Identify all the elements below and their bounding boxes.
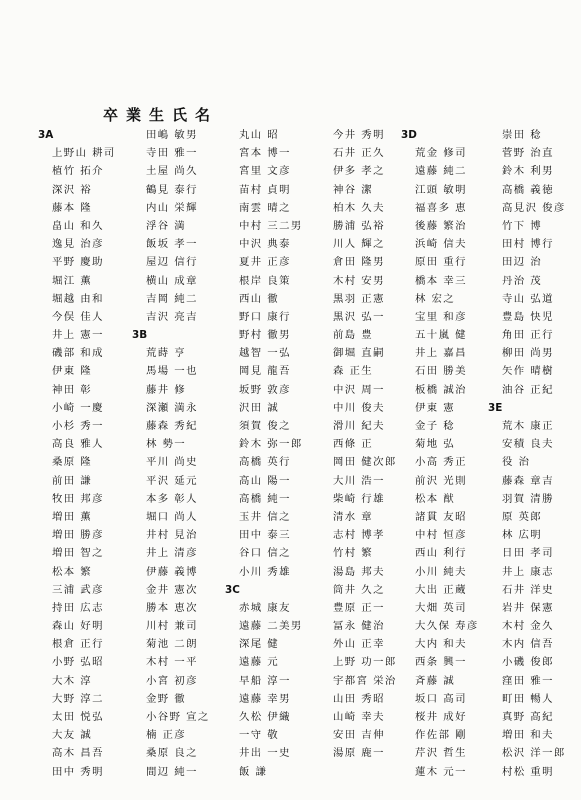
student-name: 間辺 純一 bbox=[146, 765, 198, 778]
student-name: 作佐部 剛 bbox=[415, 729, 467, 742]
student-name: 楠 正彦 bbox=[146, 729, 187, 742]
student-name: 大木 淳 bbox=[52, 674, 93, 687]
student-name: 木村 安男 bbox=[333, 274, 385, 287]
student-name: 井上 憲一 bbox=[52, 329, 104, 342]
section-label: 3B bbox=[132, 329, 148, 342]
student-name: 金井 憲次 bbox=[146, 583, 198, 596]
student-name: 油谷 正紀 bbox=[502, 383, 554, 396]
student-name: 沢田 誠 bbox=[239, 401, 280, 414]
student-name: 平沢 延元 bbox=[146, 474, 198, 487]
student-name: 寺山 弘道 bbox=[502, 292, 554, 305]
student-name: 増田 和夫 bbox=[502, 729, 554, 742]
student-name: 役 治 bbox=[502, 456, 531, 469]
section-label: 3A bbox=[38, 129, 54, 141]
student-name: 大川 浩一 bbox=[333, 474, 385, 487]
student-name: 御堀 直嗣 bbox=[333, 347, 385, 360]
student-name: 柏木 久夫 bbox=[333, 201, 385, 214]
student-name: 神田 彰 bbox=[52, 383, 93, 396]
student-name: 倉田 隆男 bbox=[333, 256, 385, 269]
student-name: 高良 雅人 bbox=[52, 438, 104, 451]
student-name: 志村 博孝 bbox=[333, 529, 385, 542]
student-name: 遠藤 幸男 bbox=[239, 692, 291, 705]
student-name: 高橋 義徳 bbox=[502, 183, 554, 196]
student-name: 菅野 治直 bbox=[502, 147, 554, 160]
student-name: 田辺 治 bbox=[502, 256, 543, 269]
student-name: 吉沢 亮吉 bbox=[146, 310, 198, 323]
student-name: 大野 淳二 bbox=[52, 692, 104, 705]
student-name: 坂口 高司 bbox=[415, 692, 467, 705]
student-name: 湯島 邦夫 bbox=[333, 565, 385, 578]
student-name: 原田 重行 bbox=[415, 256, 467, 269]
student-name: 夏井 正彦 bbox=[239, 256, 291, 269]
student-name: 真野 高紀 bbox=[502, 711, 554, 723]
student-name: 日田 孝司 bbox=[502, 547, 554, 560]
student-name: 菊地 弘 bbox=[415, 438, 456, 451]
student-name: 大久保 寿彦 bbox=[415, 620, 479, 633]
student-name: 上野山 耕司 bbox=[52, 147, 116, 160]
student-name: 黒羽 正憲 bbox=[333, 292, 385, 305]
student-name: 寺田 雅一 bbox=[146, 147, 198, 160]
student-name: 伊多 孝之 bbox=[333, 165, 385, 178]
student-name: 神谷 潔 bbox=[333, 183, 374, 196]
student-name: 村松 重明 bbox=[502, 765, 554, 778]
student-name: 坂野 敦彦 bbox=[239, 383, 291, 396]
student-name: 遠藤 二美男 bbox=[239, 620, 303, 633]
student-name: 中沢 典泰 bbox=[239, 238, 291, 251]
student-name: 深尾 健 bbox=[239, 638, 280, 651]
student-name: 中沢 周一 bbox=[333, 383, 385, 396]
student-name: 板橋 誠治 bbox=[415, 383, 467, 396]
student-name: 江頭 敏明 bbox=[415, 183, 467, 196]
student-name: 高山 陽一 bbox=[239, 474, 291, 487]
student-name: 林 広明 bbox=[502, 529, 543, 542]
name-column-6 bbox=[488, 126, 568, 781]
student-name: 越智 一弘 bbox=[239, 347, 291, 360]
student-name: 荒蒔 亨 bbox=[146, 347, 187, 360]
student-name: 高木 昌吾 bbox=[52, 747, 104, 760]
student-name: 堀江 薫 bbox=[52, 274, 93, 287]
student-name: 逸見 治彦 bbox=[52, 238, 104, 251]
student-name: 岡田 健次郎 bbox=[333, 456, 397, 469]
student-name: 宮里 文彦 bbox=[239, 165, 291, 178]
student-name: 五十嵐 健 bbox=[415, 329, 467, 342]
student-name: 植竹 拓介 bbox=[52, 165, 104, 178]
student-name: 飯坂 孝一 bbox=[146, 238, 198, 251]
student-name: 後藤 繁治 bbox=[415, 219, 467, 232]
student-name: 大畑 英司 bbox=[415, 601, 467, 614]
student-name: 菊池 二朗 bbox=[146, 638, 198, 651]
student-name: 浮谷 満 bbox=[146, 219, 187, 232]
student-name: 田村 博行 bbox=[502, 238, 554, 251]
student-name: 松本 繁 bbox=[52, 565, 93, 578]
student-name: 上野 功一郎 bbox=[333, 656, 397, 669]
student-name: 増田 薫 bbox=[52, 510, 93, 523]
student-name: 森山 好明 bbox=[52, 620, 104, 633]
section-label: 3C bbox=[225, 583, 240, 596]
student-name: 小崎 一慶 bbox=[52, 401, 104, 414]
student-name: 高見沢 俊彦 bbox=[502, 201, 566, 214]
student-name: 湯原 鹿一 bbox=[333, 747, 385, 760]
student-name: 中村 三二男 bbox=[239, 219, 303, 232]
student-name: 橋本 幸三 bbox=[415, 274, 467, 287]
student-name: 町田 暢人 bbox=[502, 692, 554, 705]
student-name: 飯 謙 bbox=[239, 765, 268, 778]
student-name: 山崎 幸夫 bbox=[333, 711, 385, 723]
student-name: 原 英郎 bbox=[502, 510, 543, 523]
student-name: 根岸 良策 bbox=[239, 274, 291, 287]
student-name: 遠藤 元 bbox=[239, 656, 280, 669]
student-name: 安積 良夫 bbox=[502, 438, 554, 451]
student-name: 本多 彰人 bbox=[146, 492, 198, 505]
student-name: 小杉 秀一 bbox=[52, 420, 104, 432]
student-name: 太田 悦弘 bbox=[52, 711, 104, 723]
student-name: 鈴木 弥一郎 bbox=[239, 438, 303, 451]
student-name: 窪田 雅一 bbox=[502, 674, 554, 687]
student-name: 小高 秀正 bbox=[415, 456, 467, 469]
student-name: 根倉 正行 bbox=[52, 638, 104, 651]
student-name: 前島 豊 bbox=[333, 329, 374, 342]
student-name: 三浦 武彦 bbox=[52, 583, 104, 596]
student-name: 桑原 良之 bbox=[146, 747, 198, 760]
page-title: 卒業生氏名 bbox=[103, 106, 219, 124]
student-name: 蓮木 元一 bbox=[415, 765, 467, 778]
student-name: 増田 智之 bbox=[52, 547, 104, 560]
name-column-2 bbox=[132, 126, 212, 781]
student-name: 井上 康志 bbox=[502, 565, 554, 578]
student-name: 桑原 隆 bbox=[52, 456, 93, 469]
student-name: 苗村 貞明 bbox=[239, 183, 291, 196]
student-name: 内山 栄輝 bbox=[146, 201, 198, 214]
student-name: 田嶋 敏男 bbox=[146, 129, 198, 141]
student-name: 久松 伊織 bbox=[239, 711, 291, 723]
student-name: 藤森 秀紀 bbox=[146, 420, 198, 432]
student-name: 横山 成章 bbox=[146, 274, 198, 287]
student-name: 伊東 憲 bbox=[415, 401, 456, 414]
student-name: 角田 正行 bbox=[502, 329, 554, 342]
student-name: 浜崎 信夫 bbox=[415, 238, 467, 251]
student-name: 鈴木 利男 bbox=[502, 165, 554, 178]
student-name: 宝里 和彦 bbox=[415, 310, 467, 323]
student-name: 岡見 龍吾 bbox=[239, 365, 291, 378]
student-name: 平川 尚史 bbox=[146, 456, 198, 469]
student-name: 岩井 保憲 bbox=[502, 601, 554, 614]
student-name: 矢作 晴樹 bbox=[502, 365, 554, 378]
student-name: 豊島 快児 bbox=[502, 310, 554, 323]
student-name: 竹下 博 bbox=[502, 219, 543, 232]
student-name: 小磯 俊郎 bbox=[502, 656, 554, 669]
student-name: 滑川 紀夫 bbox=[333, 420, 385, 432]
student-name: 遠藤 純二 bbox=[415, 165, 467, 178]
student-name: 深沢 裕 bbox=[52, 183, 93, 196]
student-name: 大友 誠 bbox=[52, 729, 93, 742]
student-name: 黒沢 弘一 bbox=[333, 310, 385, 323]
student-name: 丹治 茂 bbox=[502, 274, 543, 287]
student-name: 豊原 正一 bbox=[333, 601, 385, 614]
student-name: 木村 一平 bbox=[146, 656, 198, 669]
student-name: 宮本 博一 bbox=[239, 147, 291, 160]
student-name: 筒井 久之 bbox=[333, 583, 385, 596]
student-name: 前田 謙 bbox=[52, 474, 93, 487]
student-name: 野口 康行 bbox=[239, 310, 291, 323]
student-name: 井上 嘉昌 bbox=[415, 347, 467, 360]
student-name: 堀口 尚人 bbox=[146, 510, 198, 523]
student-name: 藤本 隆 bbox=[52, 201, 93, 214]
student-name: 石井 洋史 bbox=[502, 583, 554, 596]
student-name: 西山 利行 bbox=[415, 547, 467, 560]
student-name: 西山 徹 bbox=[239, 292, 280, 305]
student-name: 大出 正蔵 bbox=[415, 583, 467, 596]
student-name: 屋辺 信行 bbox=[146, 256, 198, 269]
student-name: 西条 興一 bbox=[415, 656, 467, 669]
name-column-5 bbox=[401, 126, 481, 781]
student-name: 高橋 英行 bbox=[239, 456, 291, 469]
student-name: 馬場 一也 bbox=[146, 365, 198, 378]
student-name: 森 正生 bbox=[333, 365, 374, 378]
student-name: 丸山 昭 bbox=[239, 129, 280, 141]
student-name: 今井 秀明 bbox=[333, 129, 385, 141]
student-name: 田中 秀明 bbox=[52, 765, 104, 778]
student-name: 大内 和夫 bbox=[415, 638, 467, 651]
student-name: 清水 章 bbox=[333, 510, 374, 523]
student-name: 一守 敬 bbox=[239, 729, 280, 742]
student-name: 中川 俊夫 bbox=[333, 401, 385, 414]
name-column-3 bbox=[225, 126, 305, 781]
student-name: 勝浦 弘裕 bbox=[333, 219, 385, 232]
student-name: 木村 金久 bbox=[502, 620, 554, 633]
student-name: 中村 恒彦 bbox=[415, 529, 467, 542]
student-name: 川村 兼司 bbox=[146, 620, 198, 633]
student-name: 吉岡 純二 bbox=[146, 292, 198, 305]
student-name: 荒木 康正 bbox=[502, 420, 554, 432]
student-name: 柳田 尚男 bbox=[502, 347, 554, 360]
section-label: 3D bbox=[401, 129, 417, 141]
student-name: 金野 徹 bbox=[146, 692, 187, 705]
student-name: 堀越 由和 bbox=[52, 292, 104, 305]
student-name: 柴崎 行雄 bbox=[333, 492, 385, 505]
student-name: 西條 正 bbox=[333, 438, 374, 451]
student-name: 石田 勝美 bbox=[415, 365, 467, 378]
student-name: 玉井 信之 bbox=[239, 510, 291, 523]
student-name: 木内 信吾 bbox=[502, 638, 554, 651]
student-name: 畠山 和久 bbox=[52, 219, 104, 232]
student-name: 伊東 隆 bbox=[52, 365, 93, 378]
student-name: 持田 広志 bbox=[52, 601, 104, 614]
name-column-1 bbox=[38, 126, 118, 781]
student-name: 井村 見治 bbox=[146, 529, 198, 542]
student-name: 安田 吉伸 bbox=[333, 729, 385, 742]
student-name: 小川 秀雄 bbox=[239, 565, 291, 578]
student-name: 松本 猷 bbox=[415, 492, 456, 505]
student-name: 芹沢 哲生 bbox=[415, 747, 467, 760]
student-name: 諸貫 友昭 bbox=[415, 510, 467, 523]
student-name: 須賀 俊之 bbox=[239, 420, 291, 432]
student-name: 南雲 晴之 bbox=[239, 201, 291, 214]
student-name: 小谷野 宣之 bbox=[146, 711, 210, 723]
student-name: 金子 稔 bbox=[415, 420, 456, 432]
student-name: 福喜多 恵 bbox=[415, 201, 467, 214]
student-name: 深瀬 満永 bbox=[146, 401, 198, 414]
student-name: 今俣 佳人 bbox=[52, 310, 104, 323]
student-name: 前沢 光則 bbox=[415, 474, 467, 487]
student-name: 山田 秀昭 bbox=[333, 692, 385, 705]
student-name: 井上 清彦 bbox=[146, 547, 198, 560]
student-name: 斉藤 誠 bbox=[415, 674, 456, 687]
student-name: 谷口 信之 bbox=[239, 547, 291, 560]
student-name: 小野 弘昭 bbox=[52, 656, 104, 669]
name-column-4 bbox=[319, 126, 399, 763]
student-name: 土屋 尚久 bbox=[146, 165, 198, 178]
student-name: 冨永 健治 bbox=[333, 620, 385, 633]
student-name: 石井 正久 bbox=[333, 147, 385, 160]
student-name: 藤森 章吉 bbox=[502, 474, 554, 487]
student-name: 荒金 修司 bbox=[415, 147, 467, 160]
student-name: 早船 淳一 bbox=[239, 674, 291, 687]
student-name: 野村 徹男 bbox=[239, 329, 291, 342]
student-name: 伊藤 義博 bbox=[146, 565, 198, 578]
student-name: 桜井 成好 bbox=[415, 711, 467, 723]
student-name: 小宮 初彦 bbox=[146, 674, 198, 687]
student-name: 高橋 純一 bbox=[239, 492, 291, 505]
student-name: 勝本 恵次 bbox=[146, 601, 198, 614]
student-name: 林 宏之 bbox=[415, 292, 456, 305]
student-name: 牧田 邦彦 bbox=[52, 492, 104, 505]
student-name: 竹村 繁 bbox=[333, 547, 374, 560]
student-name: 小川 純夫 bbox=[415, 565, 467, 578]
student-name: 崇田 稔 bbox=[502, 129, 543, 141]
student-name: 平野 慶助 bbox=[52, 256, 104, 269]
student-name: 川人 輝之 bbox=[333, 238, 385, 251]
student-name: 宇都宮 栄治 bbox=[333, 674, 397, 687]
student-name: 松沢 洋一郎 bbox=[502, 747, 566, 760]
student-name: 赤城 康友 bbox=[239, 601, 291, 614]
student-name: 羽賀 清勝 bbox=[502, 492, 554, 505]
student-name: 井出 一史 bbox=[239, 747, 291, 760]
student-name: 磯部 和成 bbox=[52, 347, 104, 360]
student-name: 増田 勝彦 bbox=[52, 529, 104, 542]
student-name: 外山 正幸 bbox=[333, 638, 385, 651]
student-name: 田中 泰三 bbox=[239, 529, 291, 542]
student-name: 林 勢一 bbox=[146, 438, 187, 451]
section-label: 3E bbox=[488, 401, 503, 414]
student-name: 鶴見 泰行 bbox=[146, 183, 198, 196]
student-name: 藤井 修 bbox=[146, 383, 187, 396]
